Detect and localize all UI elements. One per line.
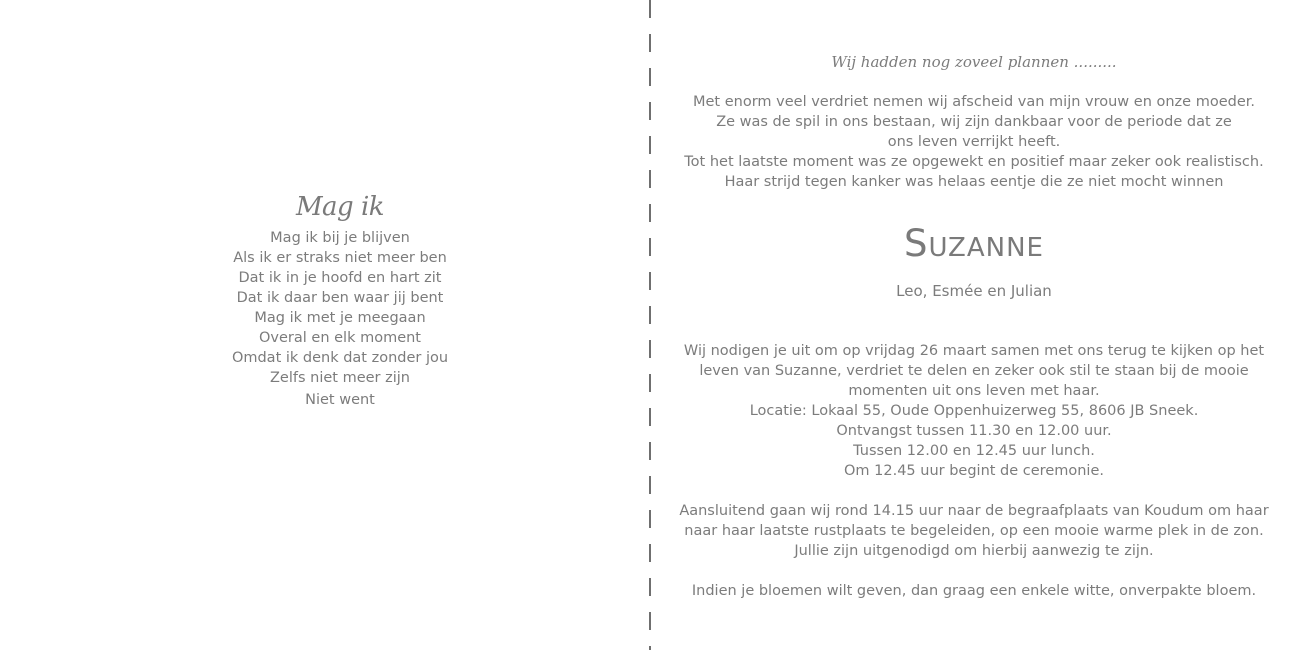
poem-line: Dat ik in je hoofd en hart zit [238,270,442,286]
reception-time-line: Ontvangst tussen 11.30 en 12.00 uur. [836,423,1112,439]
intro-line: Ze was de spil in ons bestaan, wij zijn dankbaar voor de periode dat ze [716,114,1232,130]
poem-line: Niet went [305,392,375,408]
invite-line: Wij nodigen je uit om op vrijdag 26 maart samen met ons terug te kijken op het [683,343,1265,359]
poem-line: Dat ik daar ben waar jij bent [236,290,444,306]
burial-line: Aansluitend gaan wij rond 14.15 uur naar de begraafplaats van Koudum om haar [679,503,1269,519]
tagline: Wij hadden nog zoveel plannen ......... [831,53,1117,71]
poem-block [190,190,490,410]
burial-line: naar haar laatste rustplaats te begeleiden, op een mooie warme plek in de zon. [684,523,1264,539]
intro-line: Met enorm veel verdriet nemen wij afscheid van mijn vrouw en onze moeder. [693,94,1255,110]
burial-line: Jullie zijn uitgenodigd om hierbij aanwezig te zijn. [794,543,1154,559]
poem-line: Mag ik bij je blijven [270,230,410,246]
intro-line: Haar strijd tegen kanker was helaas eentje die ze niet mocht winnen [724,174,1224,190]
poem-line: Mag ik met je meegaan [254,310,426,326]
poem-line: Zelfs niet meer zijn [270,370,410,386]
flowers-note: Indien je bloemen wilt geven, dan graag een enkele witte, onverpakte bloem. [691,583,1257,599]
poem-title: Mag ik [295,192,385,222]
invite-line: leven van Suzanne, verdriet te delen en zeker ook stil te staan bij de mooie [699,363,1249,379]
intro-line: ons leven verrijkt heeft. [887,134,1061,150]
poem-line: Overal en elk moment [259,330,421,346]
center-fold-divider [649,0,651,650]
ceremony-time-line: Om 12.45 uur begint de ceremonie. [844,463,1104,479]
burial-paragraph [674,501,1274,561]
invitation-paragraph [674,341,1274,481]
lunch-time-line: Tussen 12.00 en 12.45 uur lunch. [853,443,1095,459]
poem-line: Als ik er straks niet meer ben [233,250,447,266]
intro-line: Tot het laatste moment was ze opgewekt en positief maar zeker ook realistisch. [684,154,1264,170]
poem-line: Omdat ik denk dat zonder jou [231,350,449,366]
location-line: Locatie: Lokaal 55, Oude Oppenhuizerweg 55, 8606 JB Sneek. [749,403,1199,419]
deceased-name: Suzanne [904,222,1044,265]
intro-paragraph [674,92,1274,192]
family-names: Leo, Esmée en Julian [896,282,1052,300]
invite-line: momenten uit ons leven met haar. [848,383,1100,399]
